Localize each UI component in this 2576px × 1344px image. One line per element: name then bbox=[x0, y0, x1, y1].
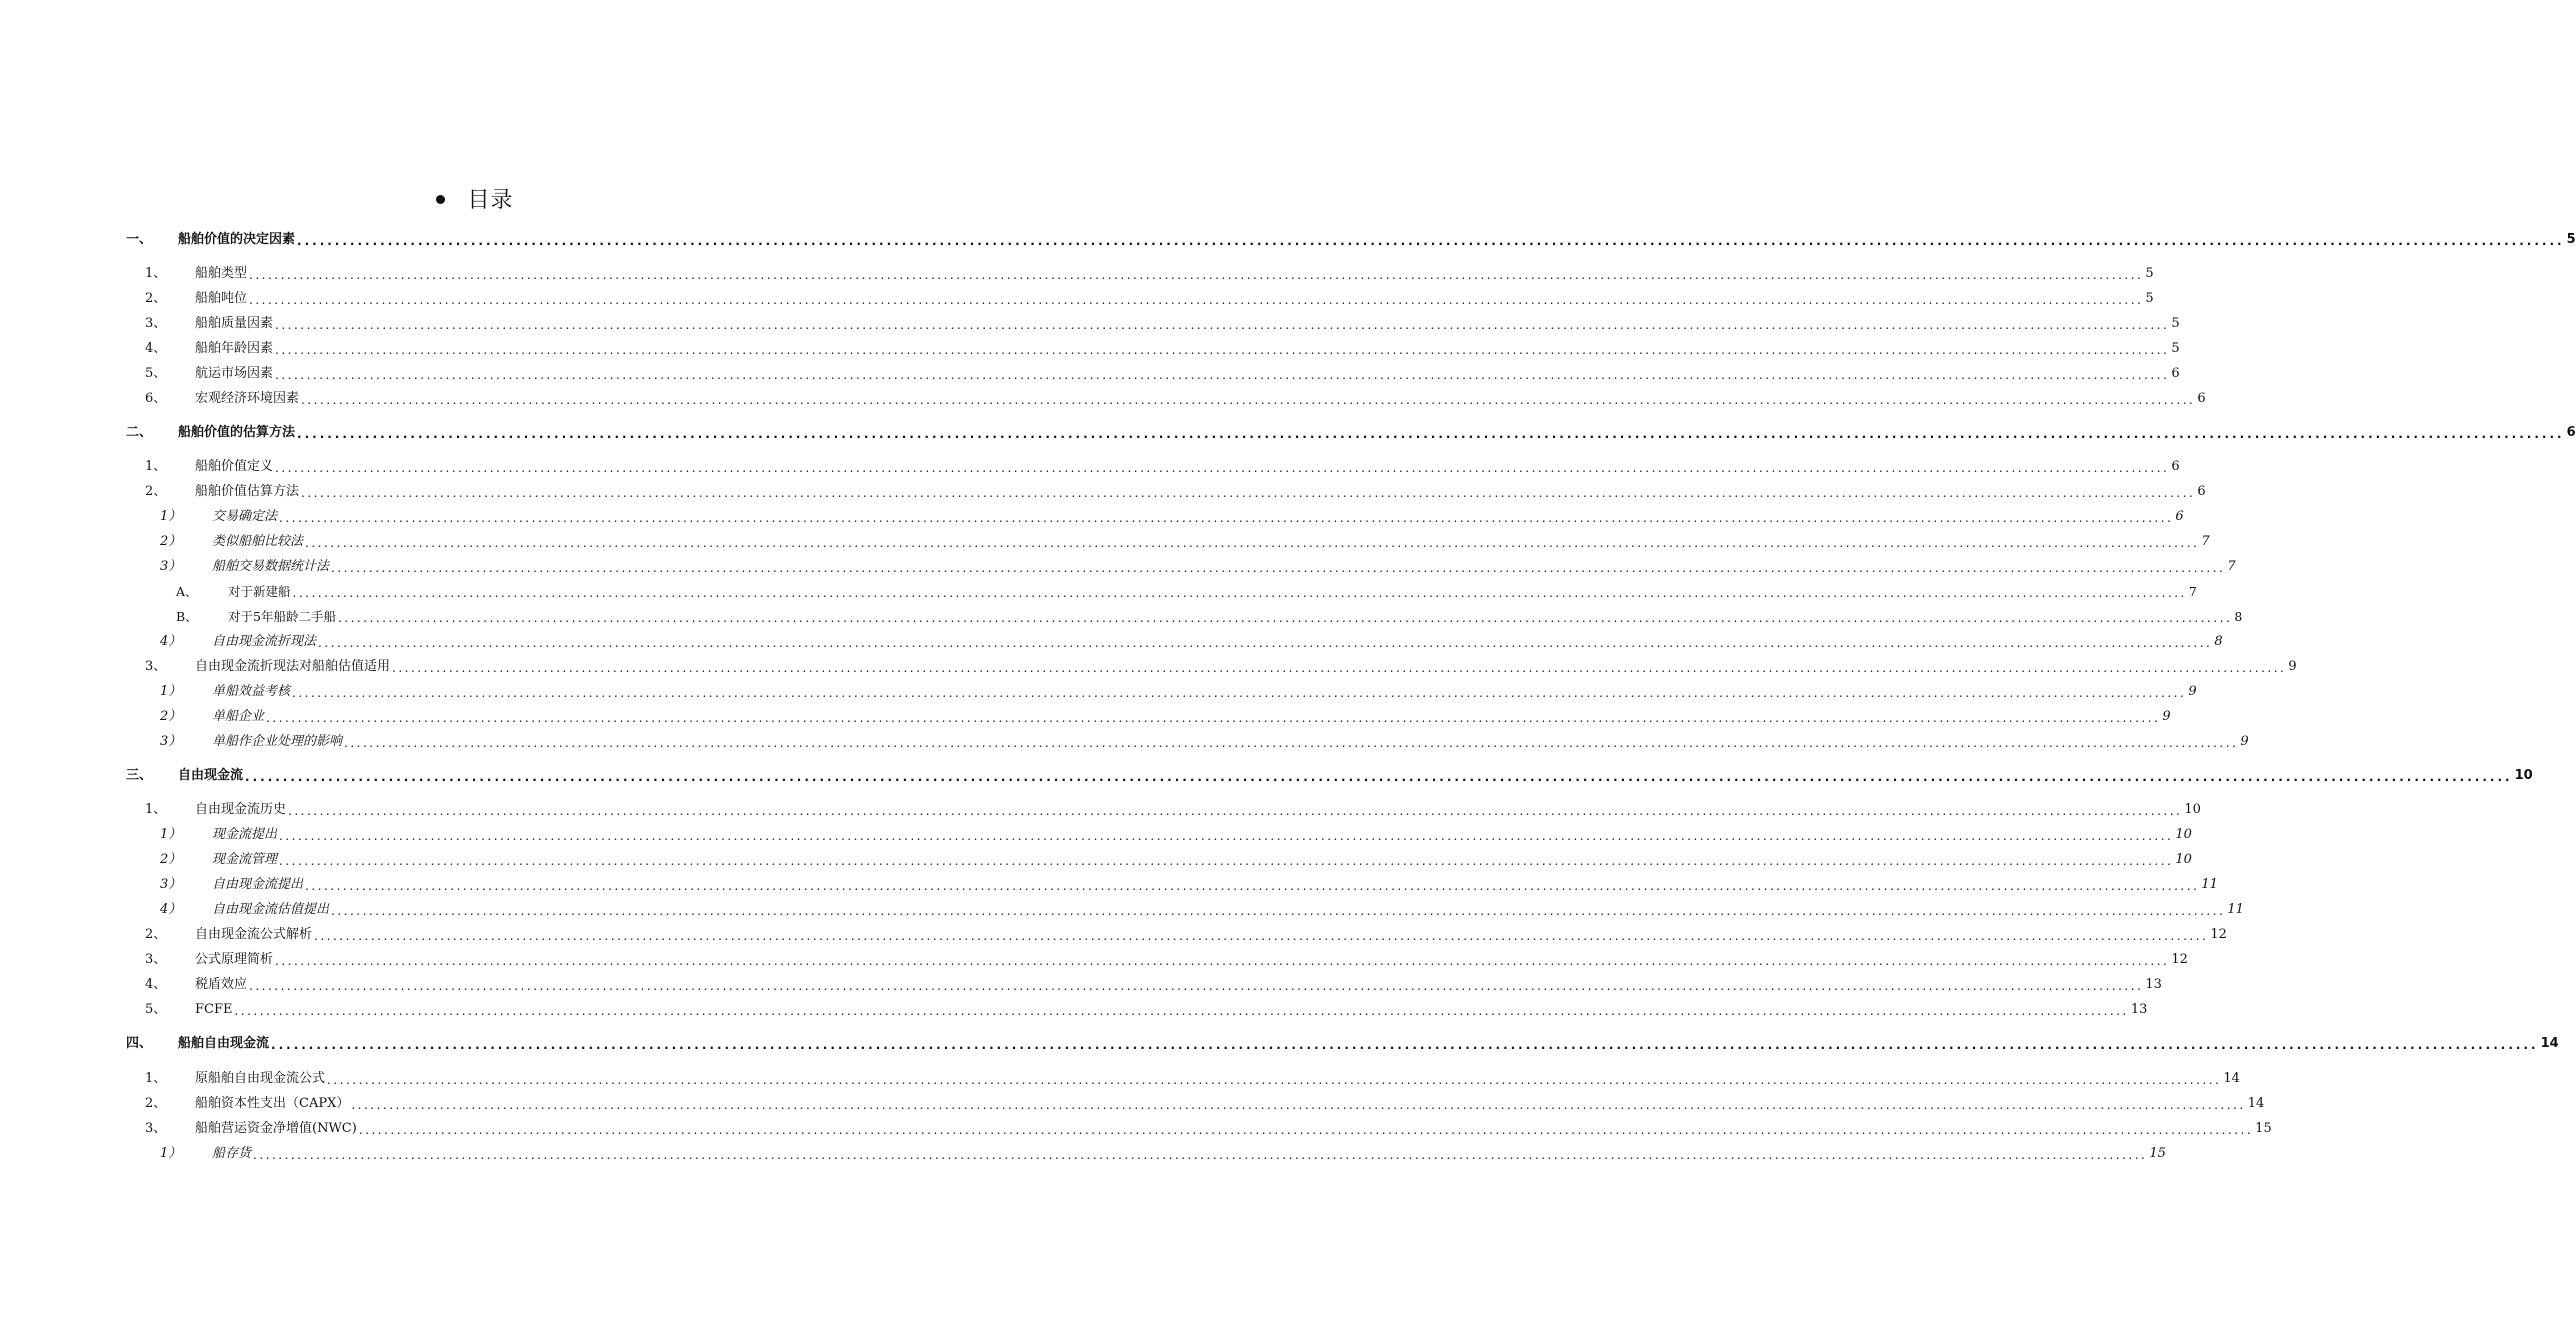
toc-page-number: 6 bbox=[2171, 366, 2180, 381]
toc-entry-number: 6、 bbox=[145, 391, 167, 406]
toc-entry-title: 船舶年龄因素 bbox=[195, 341, 274, 356]
toc-page-number: 13 bbox=[2130, 1002, 2148, 1017]
toc-entry-title: 船舶价值估算方法 bbox=[195, 484, 300, 499]
toc-entry-title: 税盾效应 bbox=[195, 977, 248, 992]
toc-entry-title: 船舶交易数据统计法 bbox=[212, 559, 330, 574]
toc-entry[interactable] bbox=[145, 1000, 2148, 1020]
toc-dot-leader: ............................................................................................................................................................................................................................................................................................................ bbox=[351, 1098, 2246, 1112]
toc-page-number: 7 bbox=[2227, 559, 2236, 574]
toc-entry[interactable] bbox=[160, 825, 2192, 845]
toc-page-number: 5 bbox=[2566, 232, 2576, 247]
toc-page-number: 14 bbox=[2247, 1096, 2265, 1111]
toc-entry-number: 2） bbox=[160, 852, 182, 867]
toc-entry[interactable] bbox=[145, 389, 2206, 409]
toc-entry-number: 3、 bbox=[145, 659, 167, 674]
toc-page-number: 7 bbox=[2201, 534, 2210, 549]
toc-entry-title: 对于新建船 bbox=[228, 584, 291, 599]
toc-entry-number: 1） bbox=[160, 827, 182, 842]
toc-entry[interactable] bbox=[160, 732, 2249, 752]
toc-entry-number: 1） bbox=[160, 1146, 182, 1161]
toc-entry[interactable] bbox=[145, 800, 2201, 820]
toc-entry[interactable] bbox=[145, 457, 2180, 477]
toc-entry-title: 自由现金流公式解析 bbox=[195, 927, 313, 942]
toc-entry[interactable] bbox=[160, 850, 2192, 870]
toc-section-entry[interactable] bbox=[126, 230, 2576, 250]
toc-entry-title: 船舶价值的决定因素 bbox=[178, 232, 296, 247]
toc-entry[interactable] bbox=[145, 289, 2154, 309]
toc-entry-title: 自由现金流提出 bbox=[212, 877, 304, 892]
toc-page-number: 6 bbox=[2197, 391, 2206, 406]
toc-dot-leader: ............................................................................................................................................................................................................................................................................................................ bbox=[305, 879, 2200, 893]
toc-entry-title: 现金流管理 bbox=[212, 852, 278, 867]
toc-page-number: 15 bbox=[2255, 1121, 2272, 1136]
toc-entry-number: 3） bbox=[160, 877, 182, 892]
toc-entry-number: 1） bbox=[160, 684, 182, 699]
toc-dot-leader: ............................................................................................................................................................................................................................................................................................................ bbox=[275, 461, 2170, 475]
toc-page-number: 5 bbox=[2171, 316, 2180, 331]
toc-entry-number: B、 bbox=[176, 609, 198, 624]
toc-page-number: 12 bbox=[2171, 952, 2188, 967]
toc-page-number: 10 bbox=[2184, 802, 2201, 817]
toc-entry-title: 自由现金流估值提出 bbox=[212, 902, 330, 917]
toc-entry[interactable] bbox=[145, 950, 2188, 970]
toc-entry-title: 船舶自由现金流 bbox=[178, 1036, 270, 1051]
toc-entry[interactable] bbox=[160, 875, 2218, 895]
toc-entry-title: 船舶吨位 bbox=[195, 291, 248, 306]
toc-dot-leader: ............................................................................................................................................................................................................................................................................................................ bbox=[305, 536, 2200, 550]
toc-dot-leader: ............................................................................................................................................................................................................................................................................................................ bbox=[279, 511, 2174, 525]
toc-page-number: 9 bbox=[2288, 659, 2297, 674]
toc-entry-number: 1、 bbox=[145, 802, 167, 817]
toc-entry[interactable] bbox=[145, 314, 2180, 334]
toc-entry[interactable] bbox=[145, 1119, 2272, 1139]
toc-dot-leader: ............................................................................................................................................................................................................................................................................................................ bbox=[292, 686, 2187, 700]
toc-dot-leader: ............................................................................................................................................................................................................................................................................................................ bbox=[358, 1123, 2254, 1137]
toc-page-number: 10 bbox=[2514, 768, 2533, 783]
toc-entry[interactable] bbox=[160, 632, 2223, 652]
toc-dot-leader: ............................................................................................................................................................................................................................................................................................................ bbox=[331, 561, 2226, 575]
toc-dot-leader: ............................................................................................................................................................................................................................................................................................................ bbox=[344, 736, 2239, 750]
toc-entry-number: 2） bbox=[160, 709, 182, 724]
toc-entry-title: 单船企业 bbox=[212, 709, 265, 724]
toc-entry-number: 2、 bbox=[145, 484, 167, 499]
toc-dot-leader: ............................................................................................................................................................................................................................................................................................................ bbox=[253, 1148, 2148, 1162]
toc-entry-title: 单船作企业处理的影响 bbox=[212, 734, 343, 749]
toc-entry[interactable] bbox=[145, 925, 2227, 945]
toc-entry-title: 船舶营运资金净增值(NWC) bbox=[195, 1121, 357, 1136]
toc-dot-leader: ............................................................................................................................................................................................................................................................................................................ bbox=[275, 318, 2170, 332]
toc-dot-leader: ............................................................................................................................................................................................................................................................................................................ bbox=[297, 234, 2565, 248]
toc-page-number: 9 bbox=[2240, 734, 2249, 749]
toc-page-number: 5 bbox=[2145, 291, 2154, 306]
toc-entry-title: 自由现金流 bbox=[178, 768, 244, 783]
toc-entry-title: 对于5年船龄二手船 bbox=[228, 609, 336, 624]
toc-page-number: 6 bbox=[2197, 484, 2206, 499]
toc-entry[interactable] bbox=[145, 975, 2162, 995]
toc-entry-number: 2） bbox=[160, 534, 182, 549]
toc-entry-number: 5、 bbox=[145, 1002, 167, 1017]
toc-entry[interactable] bbox=[160, 900, 2244, 920]
toc-dot-leader: ............................................................................................................................................................................................................................................................................................................ bbox=[327, 1073, 2222, 1087]
toc-title: 目录 bbox=[467, 188, 514, 213]
toc-entry-title: 船舶价值定义 bbox=[195, 459, 274, 474]
toc-dot-leader: ............................................................................................................................................................................................................................................................................................................ bbox=[279, 854, 2174, 868]
toc-entry-number: 1、 bbox=[145, 459, 167, 474]
toc-section-entry[interactable] bbox=[126, 766, 2533, 786]
toc-page-number: 7 bbox=[2188, 584, 2197, 599]
toc-dot-leader: ............................................................................................................................................................................................................................................................................................................ bbox=[301, 486, 2196, 500]
toc-page-number: 12 bbox=[2210, 927, 2227, 942]
toc-dot-leader: ............................................................................................................................................................................................................................................................................................................ bbox=[314, 929, 2209, 943]
toc-page-number: 6 bbox=[2566, 425, 2576, 440]
toc-dot-leader: ............................................................................................................................................................................................................................................................................................................ bbox=[392, 661, 2287, 675]
toc-page-number: 9 bbox=[2162, 709, 2171, 724]
toc-entry-number: 4） bbox=[160, 634, 182, 649]
toc-dot-leader: ............................................................................................................................................................................................................................................................................................................ bbox=[249, 293, 2144, 307]
toc-dot-leader: ............................................................................................................................................................................................................................................................................................................ bbox=[331, 904, 2226, 918]
toc-dot-leader: ............................................................................................................................................................................................................................................................................................................ bbox=[245, 770, 2513, 784]
toc-page-number: 11 bbox=[2201, 877, 2218, 892]
toc-page-number: 8 bbox=[2234, 609, 2243, 624]
toc-dot-leader: ............................................................................................................................................................................................................................................................................................................ bbox=[297, 427, 2565, 441]
toc-dot-leader: ............................................................................................................................................................................................................................................................................................................ bbox=[266, 711, 2161, 725]
toc-entry[interactable] bbox=[160, 682, 2197, 702]
toc-entry[interactable] bbox=[160, 557, 2236, 577]
toc-page-number: 9 bbox=[2188, 684, 2197, 699]
toc-entry-number: 1） bbox=[160, 509, 182, 524]
toc-entry-number: 二、 bbox=[126, 425, 153, 440]
toc-dot-leader: ............................................................................................................................................................................................................................................................................................................ bbox=[337, 611, 2233, 625]
toc-entry[interactable] bbox=[176, 582, 2197, 602]
toc-entry-title: FCFE bbox=[195, 1002, 233, 1017]
toc-entry-title: 现金流提出 bbox=[212, 827, 278, 842]
toc-entry-title: 船舶质量因素 bbox=[195, 316, 274, 331]
toc-page-number: 15 bbox=[2149, 1146, 2166, 1161]
toc-entry-title: 宏观经济环境因素 bbox=[195, 391, 300, 406]
toc-entry-number: 4、 bbox=[145, 341, 167, 356]
toc-page-number: 5 bbox=[2145, 266, 2154, 281]
toc-page-number: 14 bbox=[2540, 1036, 2559, 1051]
toc-page-number: 14 bbox=[2223, 1071, 2240, 1086]
toc-dot-leader: ............................................................................................................................................................................................................................................................................................................ bbox=[275, 368, 2170, 382]
toc-entry[interactable] bbox=[145, 1069, 2240, 1089]
toc-entry-number: 2、 bbox=[145, 1096, 167, 1111]
toc-entry-number: 4） bbox=[160, 902, 182, 917]
toc-entry-title: 航运市场因素 bbox=[195, 366, 274, 381]
toc-entry-number: 2、 bbox=[145, 927, 167, 942]
toc-entry[interactable] bbox=[160, 707, 2171, 727]
toc-entry-number: 3） bbox=[160, 734, 182, 749]
toc-page-number: 11 bbox=[2227, 902, 2244, 917]
toc-entry-number: 2、 bbox=[145, 291, 167, 306]
toc-dot-leader: ............................................................................................................................................................................................................................................................................................................ bbox=[249, 268, 2144, 282]
toc-entry-number: 四、 bbox=[126, 1036, 153, 1051]
toc-entry[interactable] bbox=[176, 607, 2243, 627]
toc-entry-number: 3、 bbox=[145, 1121, 167, 1136]
toc-entry[interactable] bbox=[145, 1094, 2265, 1114]
toc-entry-number: 3） bbox=[160, 559, 182, 574]
toc-dot-leader: ............................................................................................................................................................................................................................................................................................................ bbox=[275, 343, 2170, 357]
toc-entry[interactable] bbox=[145, 657, 2297, 677]
toc-entry-number: 3、 bbox=[145, 952, 167, 967]
toc-page-number: 10 bbox=[2175, 852, 2192, 867]
toc-page-number: 5 bbox=[2171, 341, 2180, 356]
toc-section-entry[interactable] bbox=[126, 423, 2576, 443]
toc-entry-title: 船舶类型 bbox=[195, 266, 248, 281]
toc-entry-number: 三、 bbox=[126, 768, 153, 783]
toc-dot-leader: ............................................................................................................................................................................................................................................................................................................ bbox=[249, 979, 2144, 993]
toc-entry-title: 自由现金流折现法对船舶估值适用 bbox=[195, 659, 391, 674]
toc-entry[interactable] bbox=[145, 264, 2154, 284]
toc-page-number: 6 bbox=[2171, 459, 2180, 474]
toc-entry-number: 3、 bbox=[145, 316, 167, 331]
toc-dot-leader: ............................................................................................................................................................................................................................................................................................................ bbox=[288, 804, 2183, 818]
toc-entry-number: A、 bbox=[176, 584, 198, 599]
toc-entry-number: 1、 bbox=[145, 266, 167, 281]
toc-dot-leader: ............................................................................................................................................................................................................................................................................................................ bbox=[271, 1038, 2539, 1052]
toc-page-number: 6 bbox=[2175, 509, 2184, 524]
toc-entry-title: 类似船舶比较法 bbox=[212, 534, 304, 549]
toc-dot-leader: ............................................................................................................................................................................................................................................................................................................ bbox=[234, 1004, 2129, 1018]
toc-entry[interactable] bbox=[160, 532, 2210, 552]
toc-entry-title: 船舶价值的估算方法 bbox=[178, 425, 296, 440]
toc-entry[interactable] bbox=[145, 482, 2206, 502]
toc-page-number: 13 bbox=[2145, 977, 2162, 992]
toc-entry[interactable] bbox=[160, 507, 2184, 527]
toc-dot-leader: ............................................................................................................................................................................................................................................................................................................ bbox=[301, 393, 2196, 407]
toc-dot-leader: ............................................................................................................................................................................................................................................................................................................ bbox=[275, 954, 2170, 968]
toc-dot-leader: ............................................................................................................................................................................................................................................................................................................ bbox=[292, 586, 2187, 600]
toc-entry-number: 4、 bbox=[145, 977, 167, 992]
toc-entry[interactable] bbox=[160, 1144, 2166, 1164]
toc-dot-leader: ............................................................................................................................................................................................................................................................................................................ bbox=[318, 636, 2213, 650]
toc-entry-title: 自由现金流历史 bbox=[195, 802, 287, 817]
toc-entry-number: 1、 bbox=[145, 1071, 167, 1086]
toc-entry[interactable] bbox=[145, 364, 2180, 384]
toc-page-number: 10 bbox=[2175, 827, 2192, 842]
toc-entry-number: 5、 bbox=[145, 366, 167, 381]
toc-entry-title: 公式原理简析 bbox=[195, 952, 274, 967]
toc-entry-title: 原船舶自由现金流公式 bbox=[195, 1071, 326, 1086]
toc-entry-title: 船存货 bbox=[212, 1146, 252, 1161]
toc-entry[interactable] bbox=[145, 339, 2180, 359]
toc-entry-title: 交易确定法 bbox=[212, 509, 278, 524]
toc-entry-title: 船舶资本性支出（CAPX） bbox=[195, 1096, 350, 1111]
toc-page-number: 8 bbox=[2214, 634, 2223, 649]
toc-section-entry[interactable] bbox=[126, 1034, 2559, 1054]
toc-entry-number: 一、 bbox=[126, 232, 153, 247]
toc-entry-title: 单船效益考核 bbox=[212, 684, 291, 699]
toc-dot-leader: ............................................................................................................................................................................................................................................................................................................ bbox=[279, 829, 2174, 843]
toc-entry-title: 自由现金流折现法 bbox=[212, 634, 317, 649]
